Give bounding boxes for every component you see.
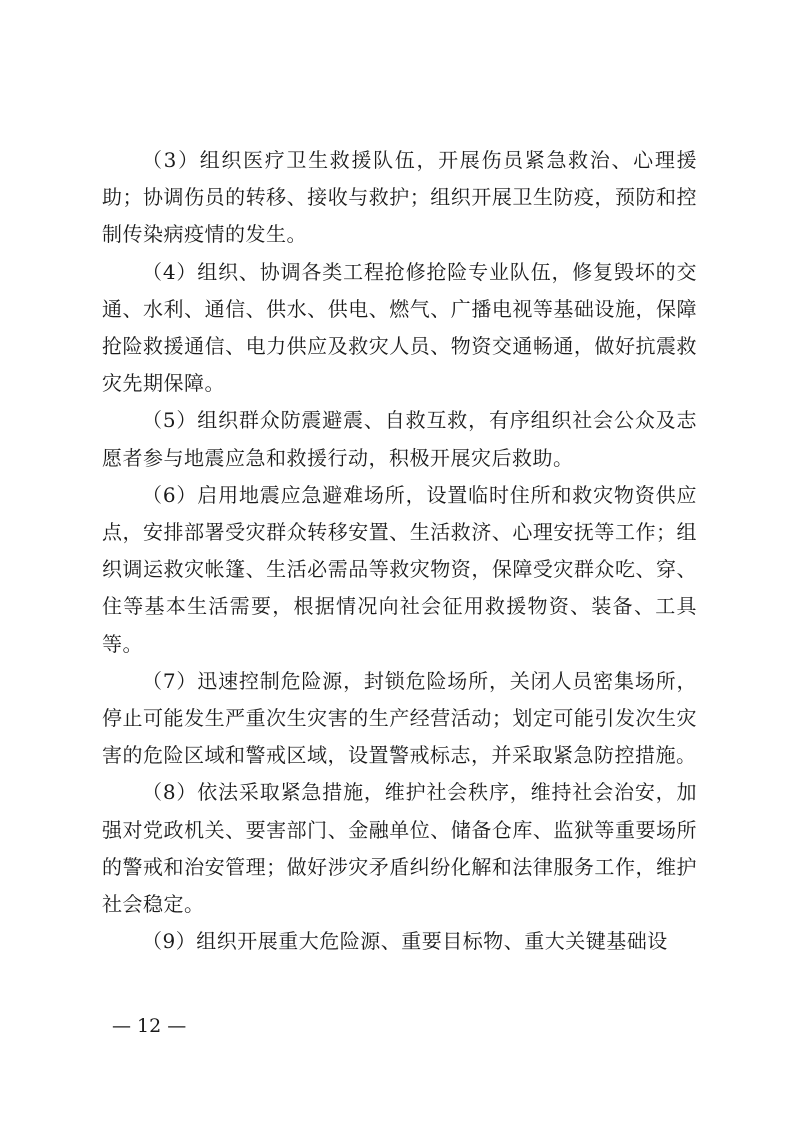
paragraph-7: （7）迅速控制危险源，封锁危险场所，关闭人员密集场所，停止可能发生严重次生灾害的生产经营活动；划定可能引发次生灾害的危险区域和警戒区域，设置警戒标志，并采取紧急防控措施。: [102, 668, 697, 768]
paragraph-5: （5）组织群众防震避震、自救互救，有序组织社会公众及志愿者参与地震应急和救援行动，积极开展灾后救助。: [102, 408, 697, 470]
paragraph-6: （6）启用地震应急避难场所，设置临时住所和救灾物资供应点，安排部署受灾群众转移安置、生活救济、心理安抚等工作；组织调运救灾帐篷、生活必需品等救灾物资，保障受灾群众吃、穿、住等基本生活需要，根据情况向社会征用救援物资、装备、工具等。: [102, 482, 697, 656]
paragraph-3: （3）组织医疗卫生救援队伍，开展伤员紧急救治、心理援助；协调伤员的转移、接收与救护；组织开展卫生防疫，预防和控制传染病疫情的发生。: [102, 148, 697, 247]
document-body: [102, 142, 697, 960]
paragraph-9: （9）组织开展重大危险源、重要目标物、重大关键基础设: [142, 929, 668, 954]
page-number: — 12 —: [112, 1015, 187, 1037]
paragraph-4: （4）组织、协调各类工程抢修抢险专业队伍，修复毁坏的交通、水利、通信、供水、供电、燃气、广播电视等基础设施，保障抢险救援通信、电力供应及救灾人员、物资交通畅通，做好抗震救灾先期保障。: [102, 259, 697, 396]
paragraph-8: （8）依法采取紧急措施，维护社会秩序，维持社会治安，加强对党政机关、要害部门、金融单位、储备仓库、监狱等重要场所的警戒和治安管理；做好涉灾矛盾纠纷化解和法律服务工作，维护社会稳定。: [102, 780, 697, 917]
